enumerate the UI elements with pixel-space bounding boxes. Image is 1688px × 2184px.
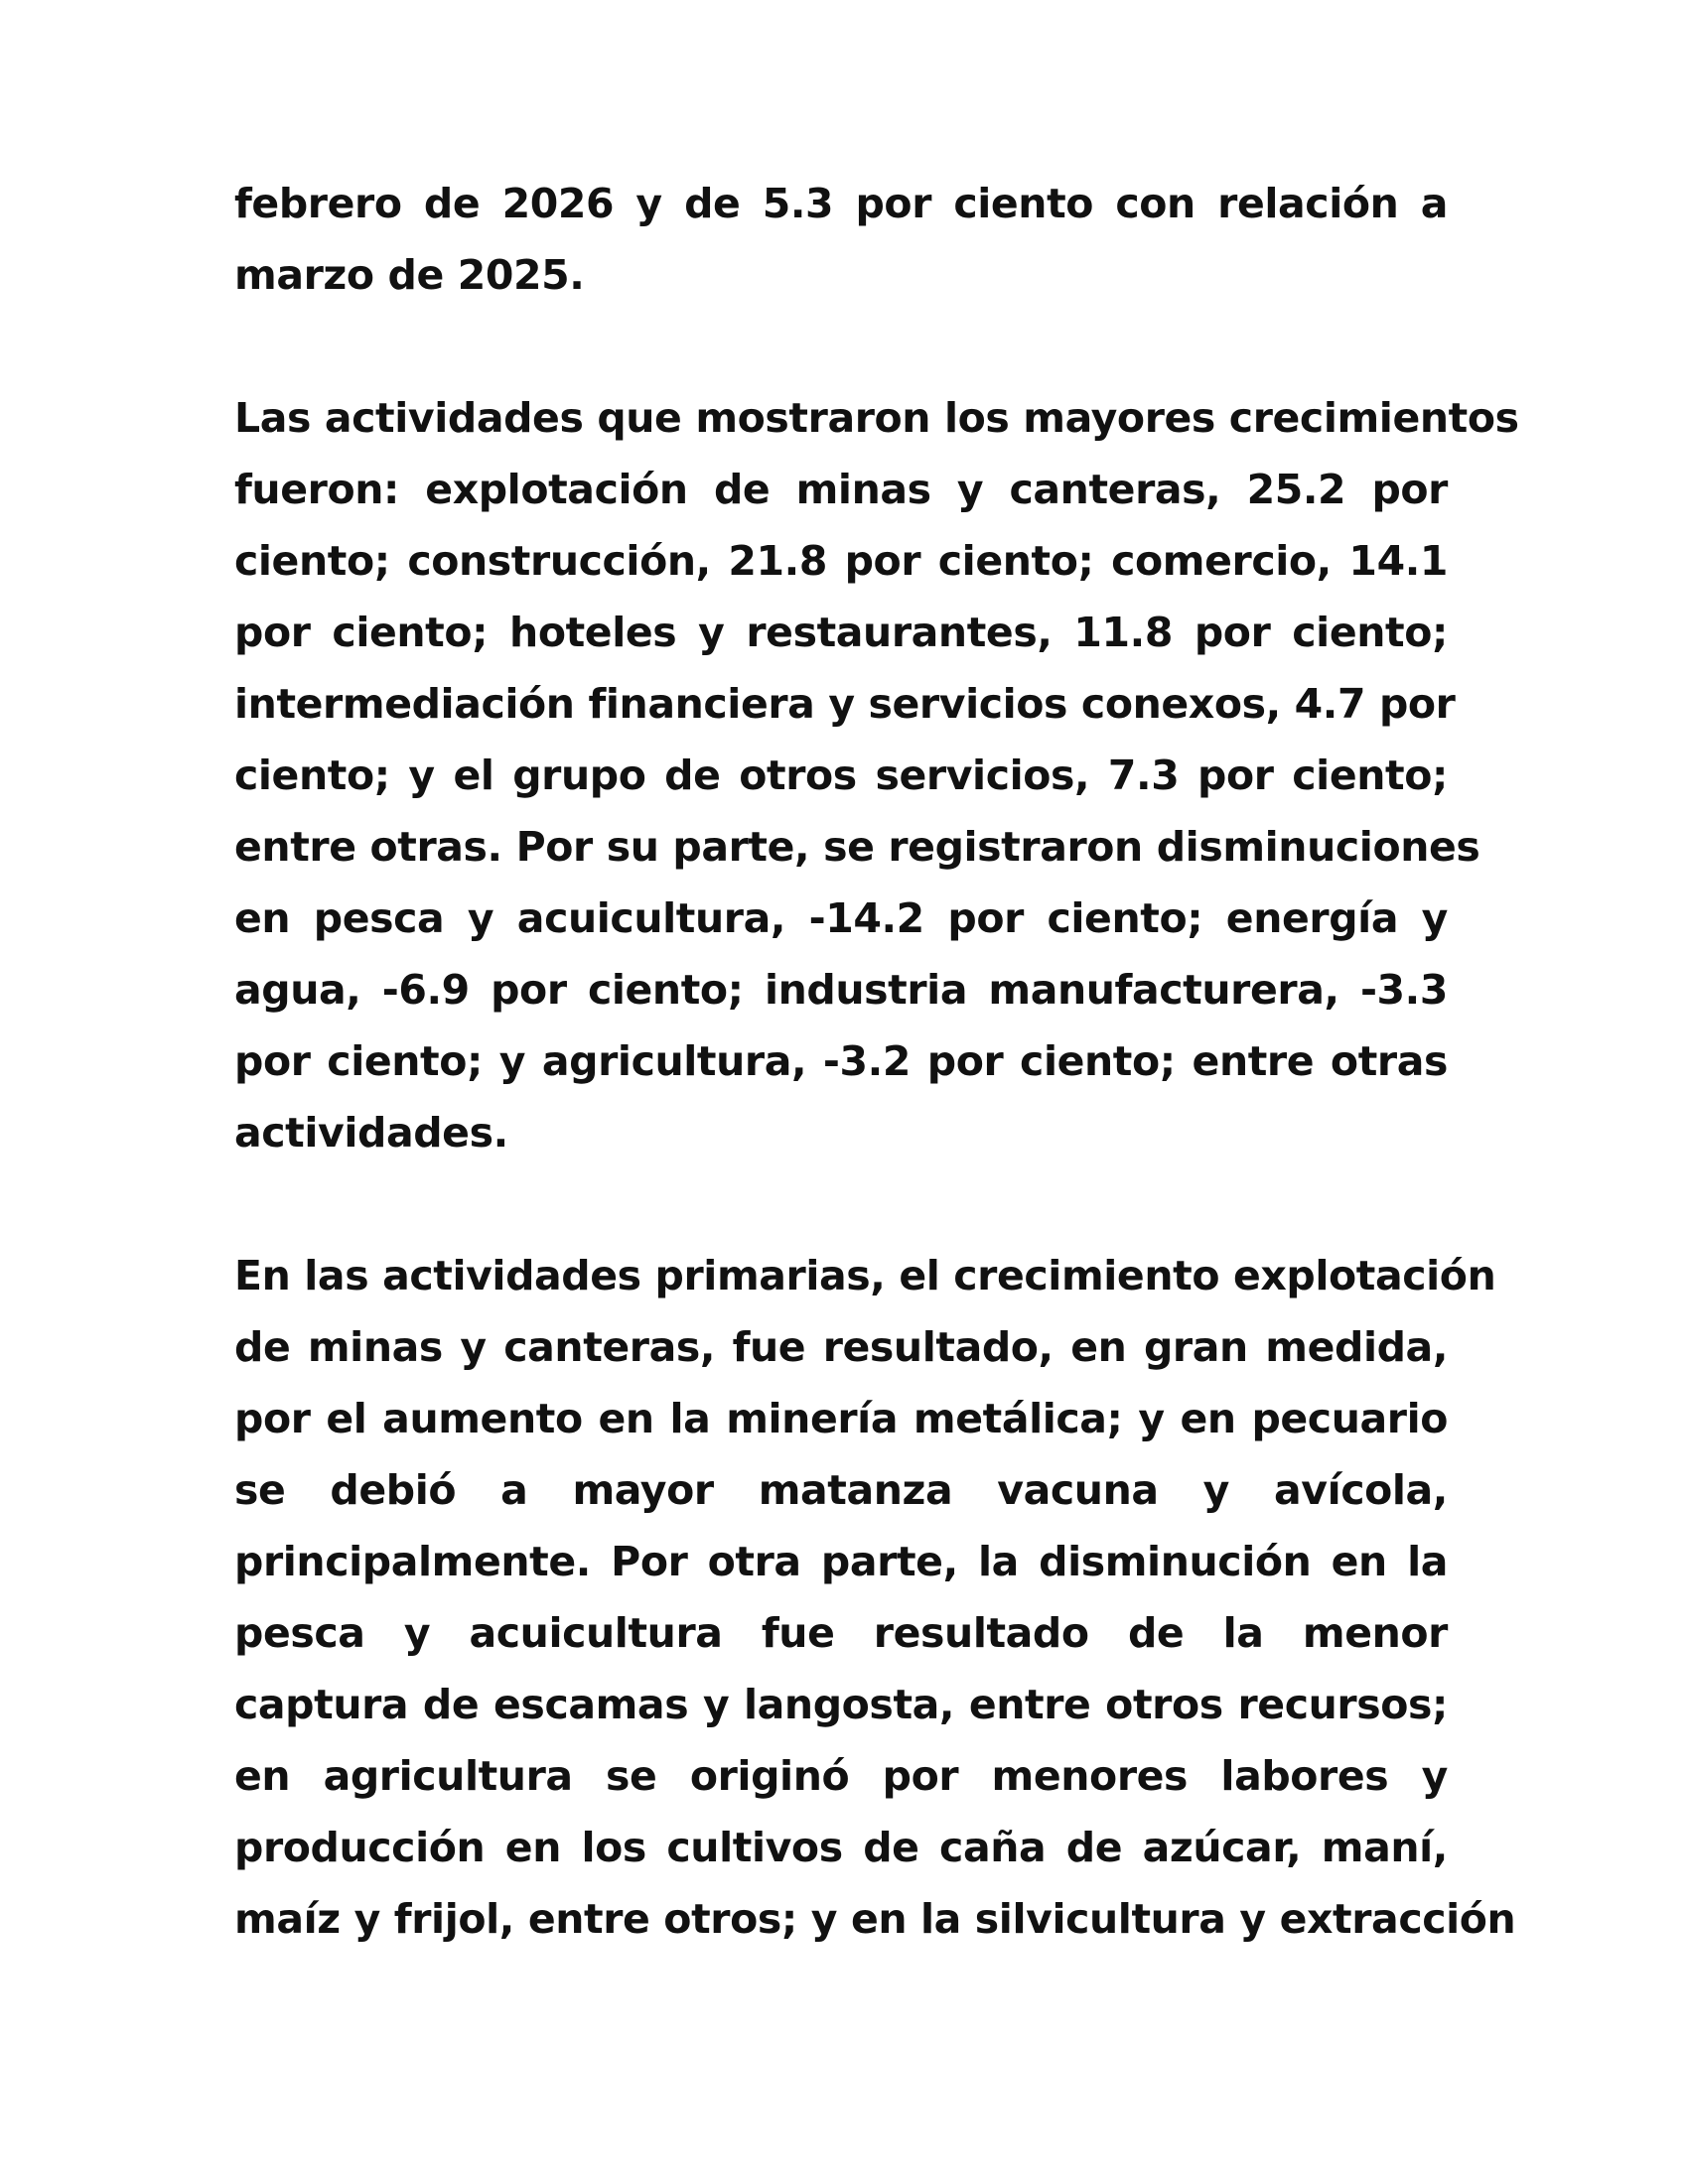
paragraph-1 <box>234 168 1448 311</box>
paragraph-line: captura de escamas y langosta, entre otros recursos; <box>234 1681 1448 1728</box>
paragraph-line: ciento; y el grupo de otros servicios, 7.3 por ciento; <box>234 751 1448 799</box>
paragraph-line: agua, -6.9 por ciento; industria manufacturera, -3.3 <box>234 966 1448 1014</box>
paragraph-line: por ciento; hoteles y restaurantes, 11.8 por ciento; <box>234 609 1448 656</box>
paragraph-line: actividades. <box>234 1109 508 1157</box>
paragraph-line: pesca y acuicultura fue resultado de la menor <box>234 1609 1448 1657</box>
paragraph-line: fueron: explotación de minas y canteras, 25.2 por <box>234 466 1448 513</box>
paragraph-line: entre otras. Por su parte, se registraron disminuciones <box>234 823 1480 871</box>
paragraph-line: Las actividades que mostraron los mayores crecimientos <box>234 394 1519 442</box>
paragraph-line: se debió a mayor matanza vacuna y avícola, <box>234 1466 1448 1514</box>
paragraph-line: marzo de 2025. <box>234 251 585 299</box>
paragraph-3 <box>234 1240 1516 1955</box>
paragraph-line: ciento; construcción, 21.8 por ciento; comercio, 14.1 <box>234 537 1448 585</box>
paragraph-line: producción en los cultivos de caña de azúcar, maní, <box>234 1824 1448 1871</box>
paragraph-line: por ciento; y agricultura, -3.2 por ciento; entre otras <box>234 1037 1448 1085</box>
paragraph-line: de minas y canteras, fue resultado, en gran medida, <box>234 1323 1448 1371</box>
paragraph-line: en agricultura se originó por menores labores y <box>234 1752 1448 1800</box>
paragraph-line: En las actividades primarias, el crecimiento explotación <box>234 1252 1496 1299</box>
paragraph-line: maíz y frijol, entre otros; y en la silvicultura y extracción <box>234 1895 1516 1943</box>
paragraph-2 <box>234 382 1519 1168</box>
paragraph-line: intermediación financiera y servicios conexos, 4.7 por <box>234 680 1456 728</box>
paragraph-line: por el aumento en la minería metálica; y en pecuario <box>234 1395 1448 1442</box>
paragraph-line: principalmente. Por otra parte, la disminución en la <box>234 1538 1448 1585</box>
paragraph-line: en pesca y acuicultura, -14.2 por ciento; energía y <box>234 894 1448 942</box>
paragraph-line: febrero de 2026 y de 5.3 por ciento con relación a <box>234 180 1448 227</box>
